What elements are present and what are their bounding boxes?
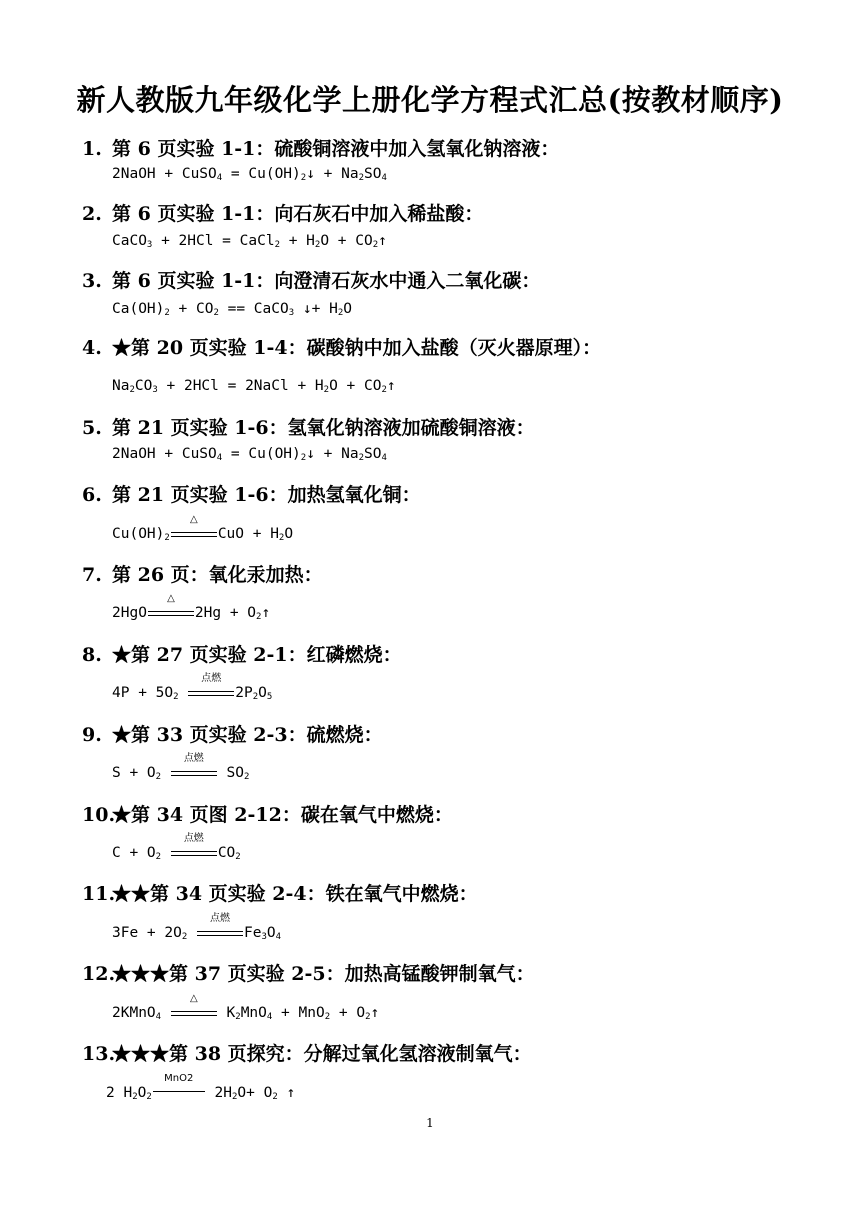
equation: 2 $H_2O_2$ MnO2 $2H_2O+ O_2$ ↑: [106, 1073, 296, 1102]
equation: $Ca(OH)_2 + CO_2$ == CaCO$_3$ ↓+ $H_2O$: [112, 301, 352, 318]
equation: $Cu(OH)_2$ △ CuO + $H_2O$: [112, 514, 294, 543]
reaction-condition: 点燃: [188, 685, 234, 701]
item-title: 第 26 页：氧化汞加热：: [112, 564, 323, 586]
item-heading: [82, 800, 822, 827]
equation-item-10: [82, 800, 822, 827]
item-title: ★第 33 页实验 2-3：硫燃烧：: [112, 724, 383, 746]
item-title: 第 6 页实验 1-1：向澄清石灰水中通入二氧化碳：: [112, 270, 541, 292]
item-number: 4.: [82, 337, 102, 359]
item-number: 9.: [82, 724, 102, 746]
item-title: ★★第 34 页实验 2-4：铁在氧气中燃烧：: [112, 883, 478, 905]
equation-item-3: [82, 266, 822, 293]
reaction-condition: 点燃: [171, 765, 217, 781]
item-heading: [82, 134, 822, 161]
equation: 2KMnO$_4$ △ $K_2MnO_4 + MnO_2$ + $O_2↑$: [112, 993, 380, 1022]
item-number: 13.: [82, 1043, 116, 1065]
item-heading: [82, 413, 822, 440]
item-title: 第 21 页实验 1-6：加热氢氧化铜：: [112, 484, 421, 506]
item-title: ★第 20 页实验 1-4：碳酸钠中加入盐酸（灭火器原理）：: [112, 337, 602, 359]
equation-item-13: [82, 1039, 822, 1066]
equation: 2HgO △ $2Hg + O_2↑$: [112, 593, 271, 622]
item-heading: [82, 333, 822, 360]
item-title: 第 6 页实验 1-1：向石灰石中加入稀盐酸：: [112, 203, 484, 225]
reaction-condition: 点燃: [197, 925, 243, 941]
item-number: 7.: [82, 564, 102, 586]
equation: CaCO$_3$ + 2HCl = CaCl$_2$ + $H_2O$ + $CO_2↑$: [112, 233, 387, 250]
reaction-condition: △: [148, 605, 194, 621]
item-title: ★第 34 页图 2-12：碳在氧气中燃烧：: [112, 804, 453, 826]
equation-item-6: [82, 480, 822, 507]
item-number: 1.: [82, 138, 102, 160]
item-number: 8.: [82, 644, 102, 666]
item-heading: [82, 266, 822, 293]
page-title: 新人教版九年级化学上册化学方程式汇总(按教材顺序): [76, 83, 784, 117]
item-heading: [82, 560, 822, 587]
item-heading: [82, 959, 822, 986]
item-number: 10.: [82, 804, 116, 826]
item-title: ★第 27 页实验 2-1：红磷燃烧：: [112, 644, 402, 666]
equation: 2NaOH + CuSO$_4$ = $Cu(OH)_2↓ + Na_2SO_4$: [112, 166, 387, 183]
reaction-condition: △: [171, 1005, 217, 1021]
equation-item-7: [82, 560, 822, 587]
equation-item-9: [82, 720, 822, 747]
item-heading: [82, 199, 822, 226]
equation: $S + O_2$ 点燃 $SO_2$: [112, 753, 250, 782]
equation-item-5: [82, 413, 822, 440]
item-title: ★★★第 37 页实验 2-5：加热高锰酸钾制氧气：: [112, 963, 535, 985]
item-heading: [82, 480, 822, 507]
item-title: ★★★第 38 页探究：分解过氧化氢溶液制氧气：: [112, 1043, 532, 1065]
equation: $3Fe + 2O_2$ 点燃 $Fe_3O_4$: [112, 913, 282, 942]
item-heading: [82, 879, 822, 906]
equation-item-4: [82, 333, 822, 360]
item-heading: [82, 640, 822, 667]
item-heading: [82, 720, 822, 747]
item-number: 3.: [82, 270, 102, 292]
item-number: 2.: [82, 203, 102, 225]
item-number: 11.: [82, 883, 116, 905]
item-number: 12.: [82, 963, 116, 985]
item-number: 5.: [82, 417, 102, 439]
equation-item-1: [82, 134, 822, 161]
reaction-condition: 点燃: [171, 845, 217, 861]
equation-item-11: [82, 879, 822, 906]
equation: $4P + 5O_2$ 点燃 $2P_2O_5$: [112, 673, 273, 702]
equation-item-2: [82, 199, 822, 226]
reaction-condition: △: [171, 526, 217, 542]
item-title: 第 6 页实验 1-1：硫酸铜溶液中加入氢氧化钠溶液：: [112, 138, 560, 160]
item-number: 6.: [82, 484, 102, 506]
equation: 2NaOH + CuSO$_4$ = $Cu(OH)_2↓ + Na_2SO_4$: [112, 446, 387, 463]
equation-item-12: [82, 959, 822, 986]
equation-item-8: [82, 640, 822, 667]
reaction-condition: MnO2: [153, 1085, 205, 1101]
equation: $C + O_2$ 点燃 $CO_2$: [112, 833, 241, 862]
equation: $Na_2CO_3 + 2HCl$ = 2NaCl + $H_2O$ + $CO_2↑$: [112, 378, 396, 395]
page-number: 1: [426, 1116, 434, 1130]
item-title: 第 21 页实验 1-6：氢氧化钠溶液加硫酸铜溶液：: [112, 417, 535, 439]
item-heading: [82, 1039, 822, 1066]
